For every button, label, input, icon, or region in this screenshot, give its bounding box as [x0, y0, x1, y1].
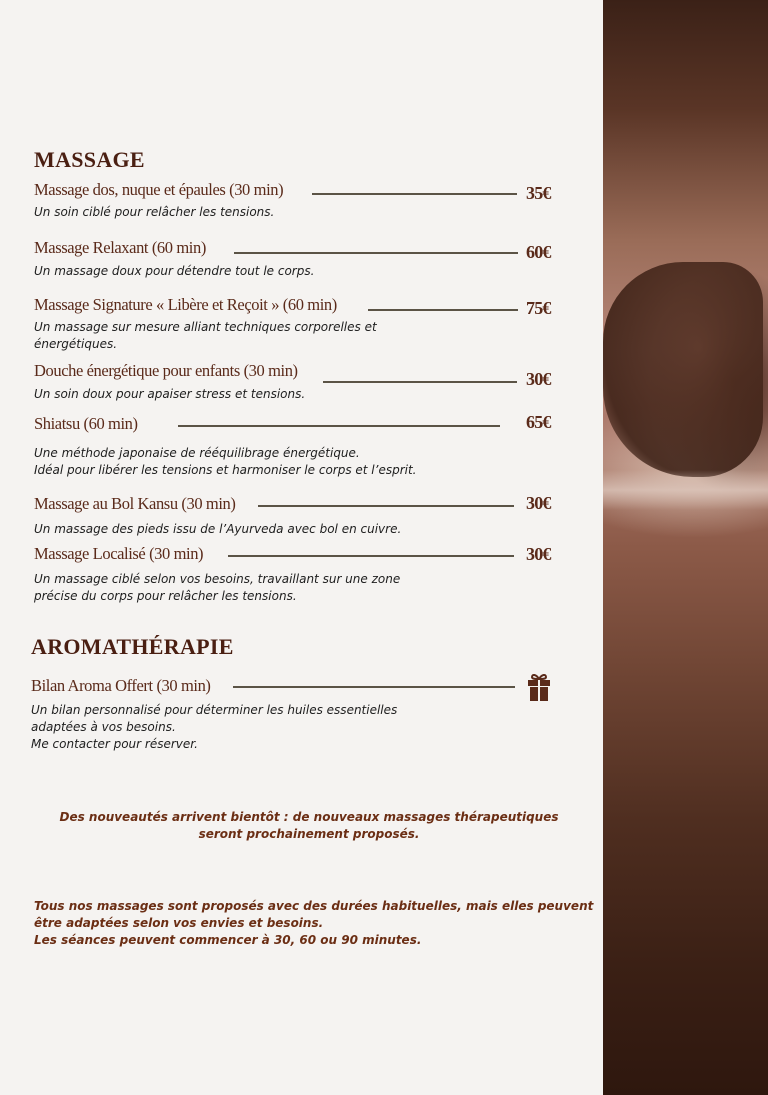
leader-line — [312, 193, 517, 195]
item-name: Massage au Bol Kansu (30 min) — [34, 494, 236, 513]
durations-note: Tous nos massages sont proposés avec des durées habituelles, mais elles peuvent être adaptées selon vos envies et besoins. Les séances peuvent commencer à 30, 60 ou 90 minutes. — [34, 899, 594, 947]
section-title-massage: MASSAGE — [34, 147, 145, 172]
item-description: Un massage doux pour détendre tout le corps. — [34, 264, 315, 278]
leader-line — [368, 309, 518, 311]
towel-highlight — [603, 470, 768, 510]
item-price: 75€ — [526, 298, 551, 318]
item-price: 30€ — [526, 544, 551, 564]
item-description: Une méthode japonaise de rééquilibrage énergétique. Idéal pour libérer les tensions et harmoniser le corps et l’esprit. — [34, 446, 417, 477]
item-name: Douche énergétique pour enfants (30 min) — [34, 361, 298, 380]
item-name: Massage Localisé (30 min) — [34, 544, 204, 563]
item-description: Un bilan personnalisé pour déterminer les huiles essentielles adaptées à vos besoins. Me contacter pour réserver. — [31, 703, 398, 751]
coming-soon-note: Des nouveautés arrivent bientôt : de nouveaux massages thérapeutiques seront prochainement proposés. — [59, 810, 559, 841]
item-name: Bilan Aroma Offert (30 min) — [31, 676, 211, 695]
item-description: Un massage des pieds issu de l’Ayurveda avec bol en cuivre. — [34, 522, 402, 536]
leader-line — [233, 686, 515, 688]
item-price: 65€ — [526, 412, 551, 432]
massage-photo — [603, 0, 768, 1095]
leader-line — [323, 381, 517, 383]
item-name: Massage Signature « Libère et Reçoit » (60 min) — [34, 295, 337, 314]
item-name: Massage dos, nuque et épaules (30 min) — [34, 180, 284, 199]
leader-line — [178, 425, 500, 427]
gift-icon — [527, 672, 551, 702]
item-description: Un soin doux pour apaiser stress et tensions. — [34, 387, 306, 401]
item-price: 35€ — [526, 183, 551, 203]
item-description: Un massage ciblé selon vos besoins, travaillant sur une zone précise du corps pour relâcher les tensions. — [34, 572, 401, 603]
leader-line — [234, 252, 518, 254]
item-price: 30€ — [526, 493, 551, 513]
item-name: Massage Relaxant (60 min) — [34, 238, 206, 257]
leader-line — [228, 555, 514, 557]
item-price: 30€ — [526, 369, 551, 389]
hand-shape — [603, 262, 763, 477]
item-name: Shiatsu (60 min) — [34, 414, 138, 433]
item-price: 60€ — [526, 242, 551, 262]
leader-line — [258, 505, 514, 507]
item-description: Un soin ciblé pour relâcher les tensions. — [34, 205, 275, 219]
section-title-aromatherapie: AROMATHÉRAPIE — [31, 634, 234, 659]
item-description: Un massage sur mesure alliant techniques corporelles et énergétiques. — [34, 320, 377, 351]
